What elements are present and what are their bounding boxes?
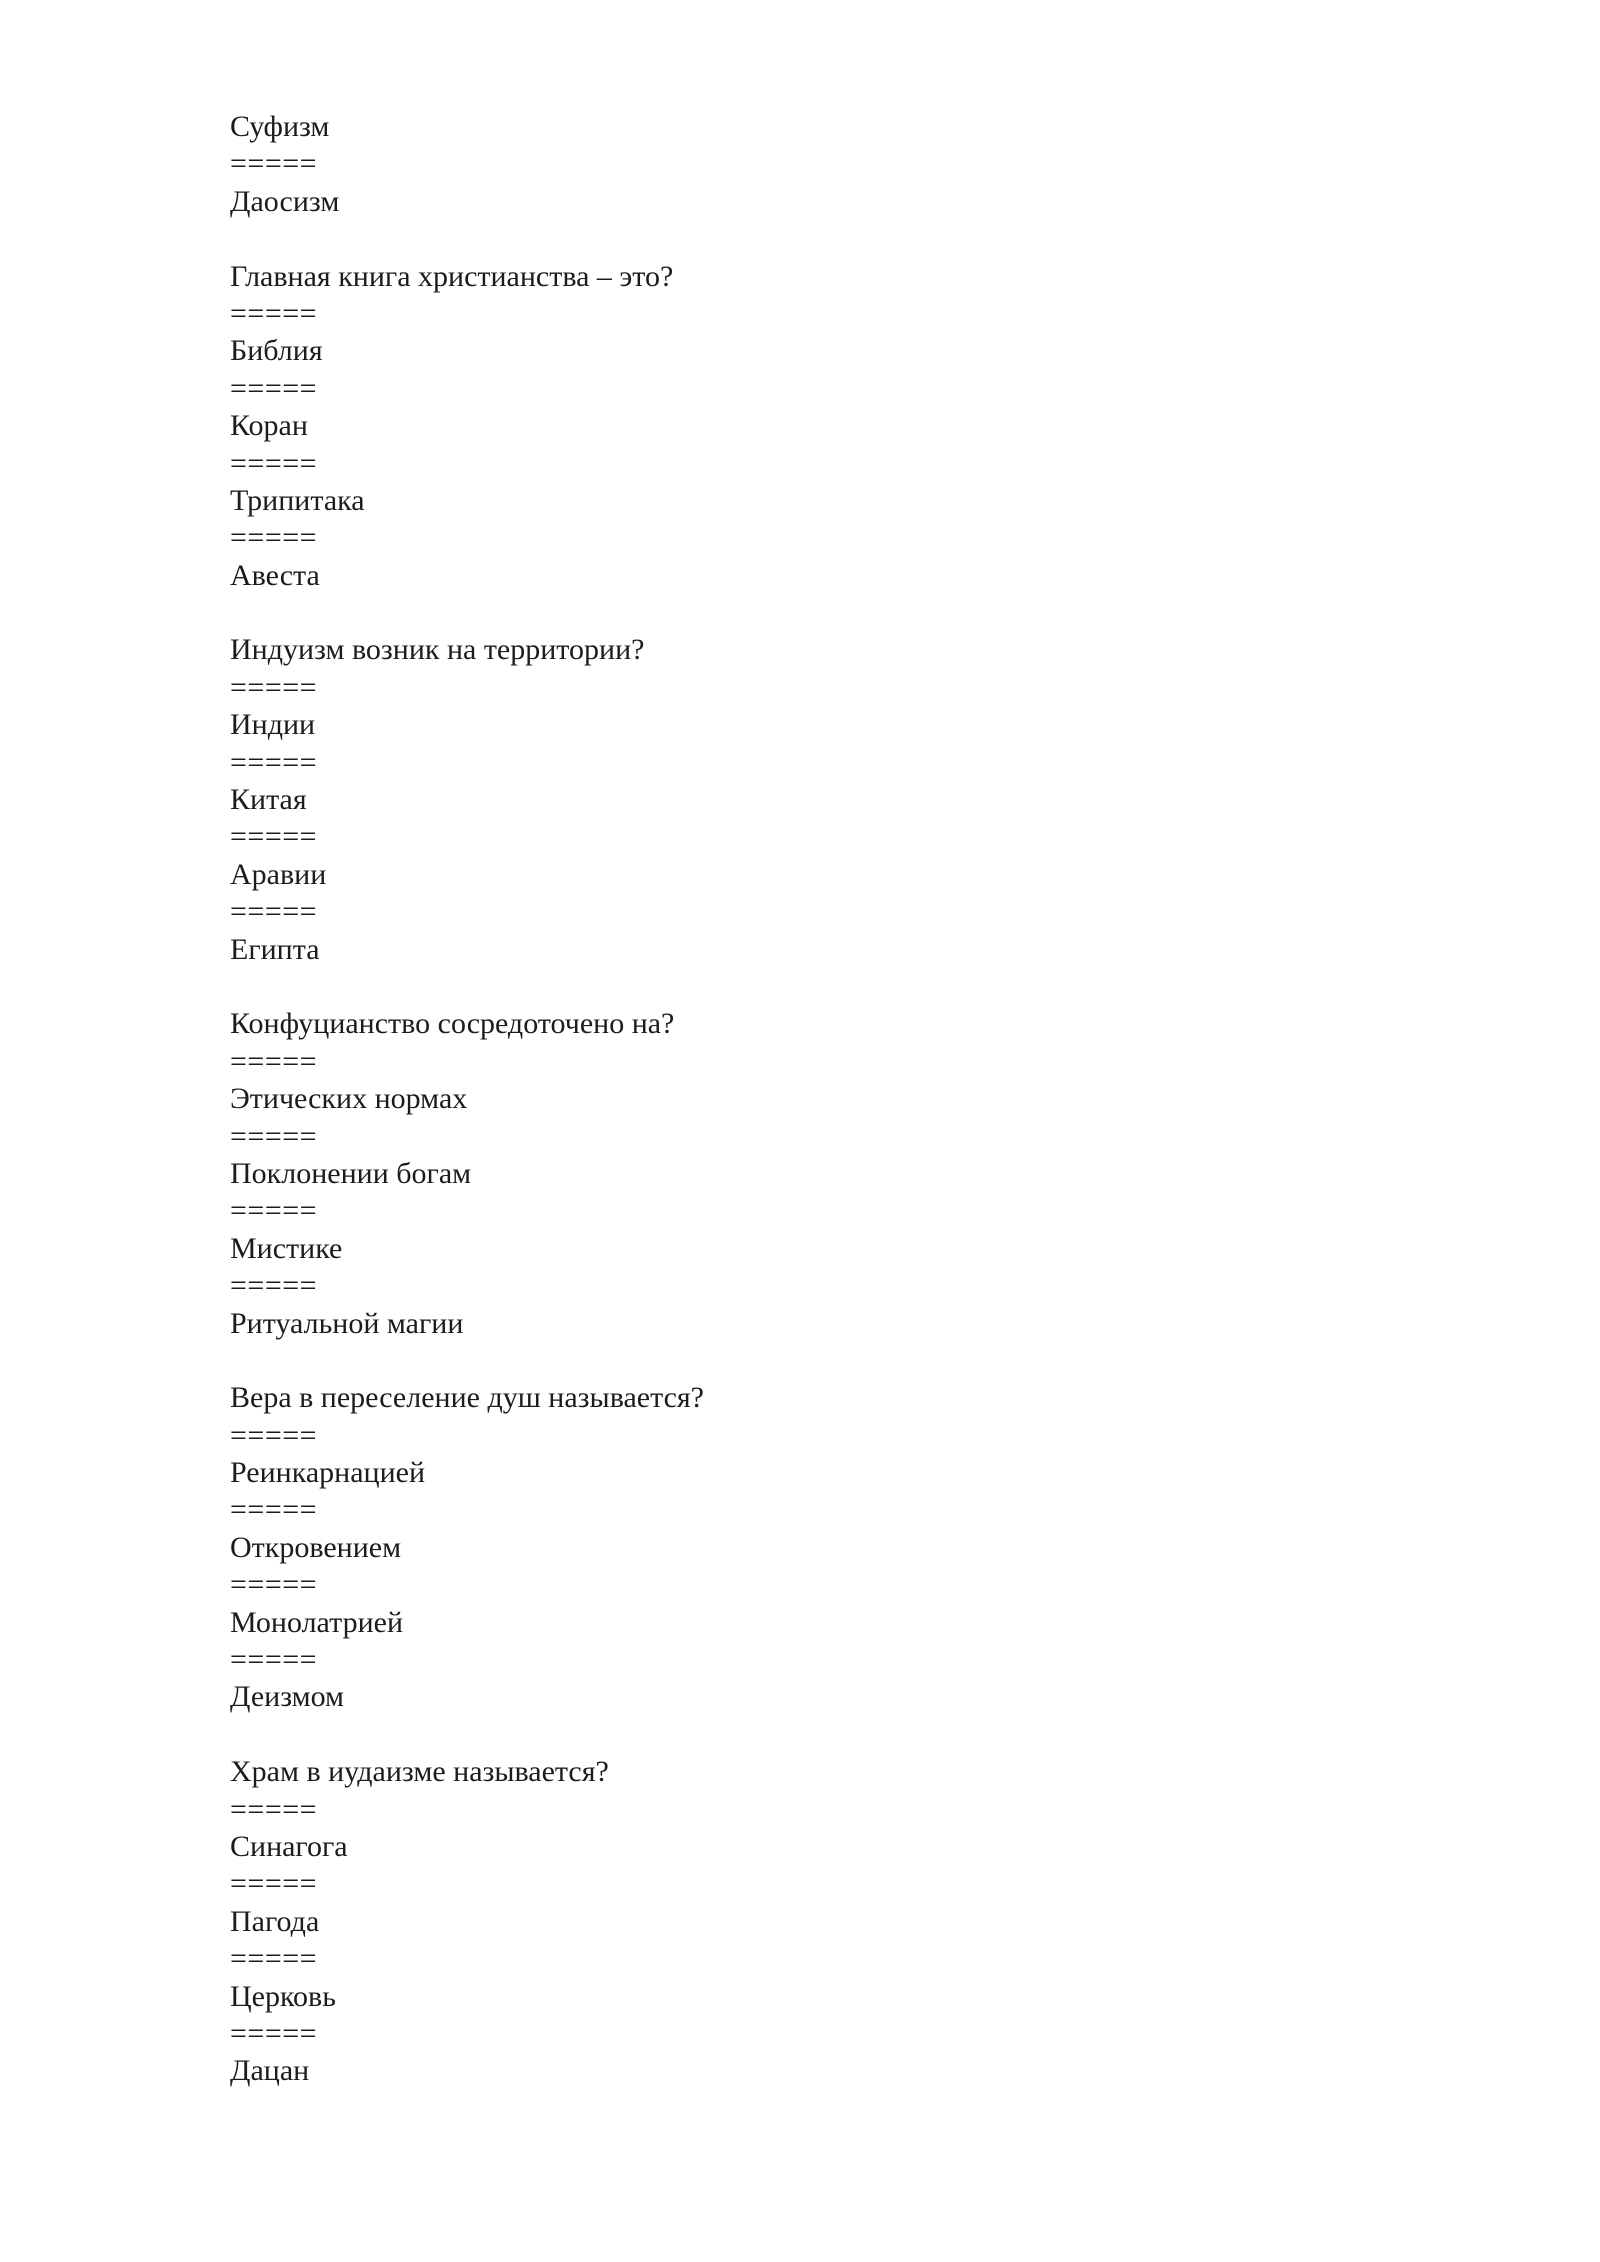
answer-option: Трипитака	[230, 483, 365, 517]
question-text: Храм в иудаизме называется?	[230, 1755, 609, 1789]
separator: =====	[230, 1044, 318, 1078]
blank-line	[230, 968, 1430, 1005]
separator: =====	[230, 296, 318, 330]
answer-option: Египта	[230, 932, 320, 966]
blank-line	[230, 220, 1430, 257]
separator: =====	[230, 1194, 318, 1228]
separator: =====	[230, 670, 318, 704]
answer-option: Китая	[230, 783, 307, 817]
answer-option: Суфизм	[230, 110, 330, 143]
answer-option: Реинкарнацией	[230, 1456, 425, 1490]
answer-option: Пагода	[230, 1904, 320, 1938]
question-block	[230, 1005, 1430, 1342]
blank-line	[230, 1716, 1430, 1753]
answer-option: Ритуальной магии	[230, 1306, 464, 1340]
separator: =====	[230, 1119, 318, 1153]
answer-option: Поклонении богам	[230, 1156, 472, 1190]
separator: =====	[230, 895, 318, 929]
question-text: Индуизм возник на территории?	[230, 633, 645, 667]
answer-option: Откровением	[230, 1530, 402, 1564]
answer-option: Даосизм	[230, 184, 340, 218]
answer-option: Библия	[230, 334, 323, 368]
answer-option: Дацан	[230, 2054, 310, 2088]
answer-option: Монолатрией	[230, 1605, 403, 1639]
separator: =====	[230, 1867, 318, 1901]
blank-line	[230, 594, 1430, 631]
document-body	[230, 108, 1430, 2090]
answer-option: Мистике	[230, 1231, 343, 1265]
answer-option: Индии	[230, 708, 316, 742]
answer-option: Церковь	[230, 1979, 336, 2013]
blank-line	[230, 1342, 1430, 1379]
question-text: Вера в переселение душ называется?	[230, 1381, 704, 1415]
separator: =====	[230, 820, 318, 854]
separator: =====	[230, 446, 318, 480]
separator: =====	[230, 147, 318, 181]
separator: =====	[230, 521, 318, 555]
answer-option: Этических нормах	[230, 1082, 468, 1116]
question-block	[230, 258, 1430, 595]
answer-option: Авеста	[230, 558, 320, 592]
answer-option: Деизмом	[230, 1680, 345, 1714]
separator: =====	[230, 1269, 318, 1303]
separator: =====	[230, 1418, 318, 1452]
question-text: Конфуцианство сосредоточено на?	[230, 1007, 675, 1041]
separator: =====	[230, 745, 318, 779]
answer-option: Коран	[230, 409, 308, 443]
separator: =====	[230, 371, 318, 405]
question-block	[230, 1753, 1430, 2090]
separator: =====	[230, 1493, 318, 1527]
separator: =====	[230, 1568, 318, 1602]
question-block	[230, 631, 1430, 968]
separator: =====	[230, 2016, 318, 2050]
question-block	[230, 1379, 1430, 1716]
question-text: Главная книга христианства – это?	[230, 259, 674, 293]
separator: =====	[230, 1942, 318, 1976]
answer-option: Аравии	[230, 857, 327, 891]
separator: =====	[230, 1643, 318, 1677]
answer-option: Синагога	[230, 1829, 348, 1863]
separator: =====	[230, 1792, 318, 1826]
